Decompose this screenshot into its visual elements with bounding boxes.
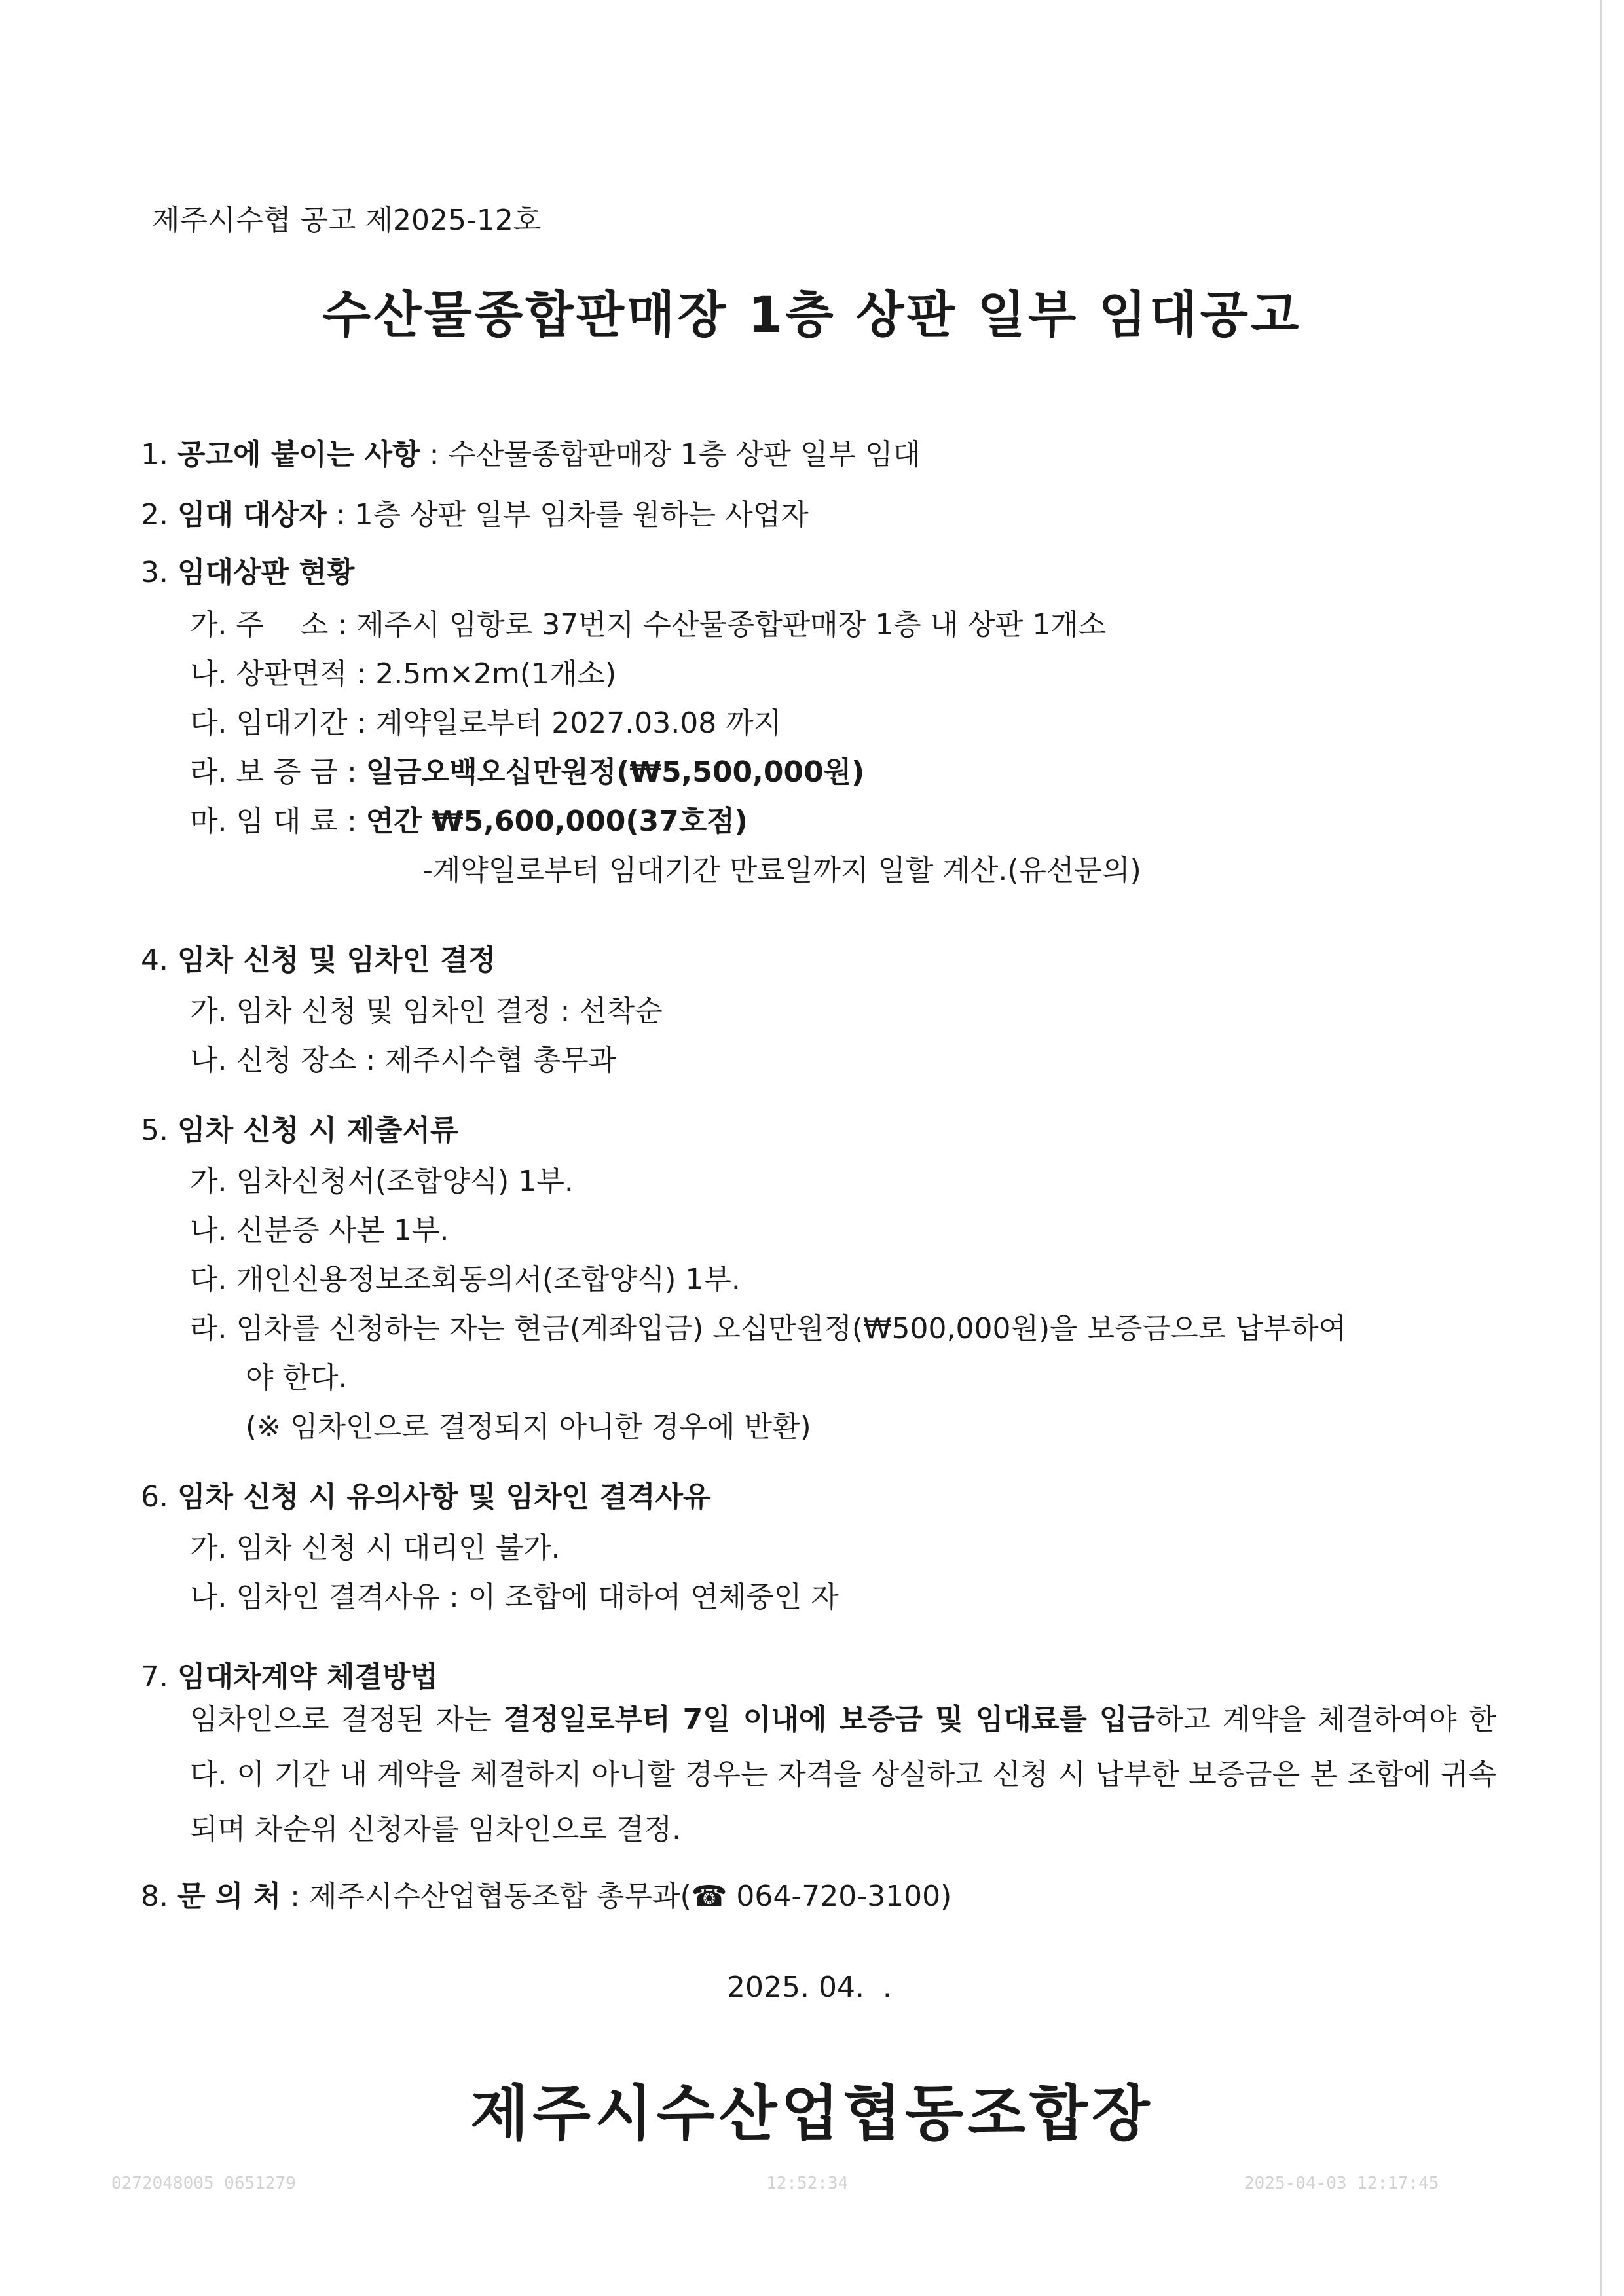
page-title: 수산물종합판매장 1층 상판 일부 임대공고 [322, 285, 1302, 344]
section-3-item-area: 나. 상판면적 : 2.5m×2m(1개소) [190, 657, 617, 691]
section-5-item: 나. 신분증 사본 1부. [190, 1214, 449, 1247]
section-5-note: (※ 임차인으로 결정되지 아니한 경우에 반환) [246, 1410, 811, 1444]
section-4-item: 나. 신청 장소 : 제주시수협 총무과 [190, 1044, 617, 1077]
section-3-heading: 3. 임대상판 현황 [141, 556, 355, 589]
section-4-item: 가. 임차 신청 및 임차인 결정 : 선착순 [190, 994, 663, 1028]
section-5-item: 라. 임차를 신청하는 자는 현금(계좌입금) 오십만원정(₩500,000원)을 보증금으로 납부하여 [190, 1312, 1347, 1345]
section-5-heading: 5. 임차 신청 시 제출서류 [141, 1114, 458, 1147]
section-6-heading: 6. 임차 신청 시 유의사항 및 임차인 결격사유 [141, 1480, 711, 1514]
section-7-heading: 7. 임대차계약 체결방법 [141, 1660, 438, 1694]
section-3-item-address: 가. 주 소 : 제주시 임항로 37번지 수산물종합판매장 1층 내 상판 1개소 [190, 608, 1107, 642]
section-3-rent-note: -계약일로부터 임대기간 만료일까지 일할 계산.(유선문의) [422, 854, 1141, 887]
section-4-heading: 4. 임차 신청 및 임차인 결정 [141, 943, 496, 977]
footer-center-code: 12:52:34 [766, 2174, 849, 2193]
section-3-item-period: 다. 임대기간 : 계약일로부터 2027.03.08 까지 [190, 706, 782, 740]
footer-left-code: 0272048005 0651279 [111, 2174, 296, 2193]
notice-number: 제주시수협 공고 제2025-12호 [152, 204, 542, 237]
issuer-signature: 제주시수산업협동조합장 [470, 2079, 1154, 2149]
footer-right-code: 2025-04-03 12:17:45 [1244, 2174, 1439, 2193]
section-2: 2. 임대 대상자 : 1층 상판 일부 임차를 원하는 사업자 [141, 498, 809, 532]
section-6-item: 나. 임차인 결격사유 : 이 조합에 대하여 연체중인 자 [190, 1580, 839, 1614]
section-5-item: 가. 임차신청서(조합양식) 1부. [190, 1165, 574, 1198]
section-5-item-wrap: 야 한다. [246, 1361, 348, 1394]
section-1: 1. 공고에 붙이는 사항 : 수산물종합판매장 1층 상판 일부 임대 [141, 438, 921, 471]
issue-date: 2025. 04. . [727, 1971, 892, 2004]
section-3-item-deposit: 라. 보 증 금 : 일금오백오십만원정(₩5,500,000원) [190, 756, 865, 789]
section-6-item: 가. 임차 신청 시 대리인 불가. [190, 1531, 561, 1565]
section-5-item: 다. 개인신용정보조회동의서(조합양식) 1부. [190, 1263, 741, 1296]
section-3-item-rent: 마. 임 대 료 : 연간 ₩5,600,000(37호점) [190, 805, 748, 838]
section-8-contact: 8. 문 의 처 : 제주시수산업협동조합 총무과(☎ 064-720-3100) [141, 1880, 952, 1913]
section-7-paragraph: 임차인으로 결정된 자는 결정일로부터 7일 이내에 보증금 및 임대료를 입금하고 계약을 체결하여야 한다. 이 기간 내 계약을 체결하지 아니할 경우는 자격을 상실하고 신청 시 납부한 보증금은 본 조합에 귀속되며 차순위 신청자를 임차인으로 결정. [190, 1703, 1496, 1846]
